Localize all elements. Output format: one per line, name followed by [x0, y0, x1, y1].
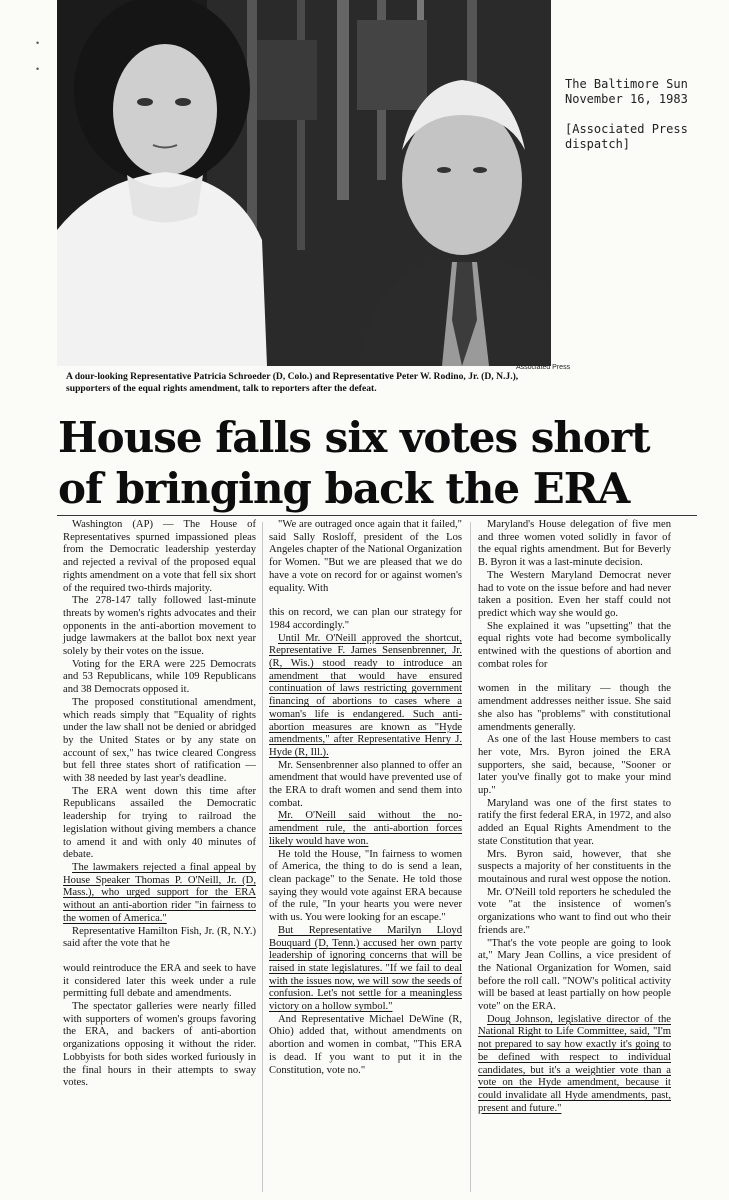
paragraph: He told the House, "In fairness to women of America, the thing to do is send a lean, clean package" to the Senate. He told those saying they would vote against ERA because of the rule, "In your hearts you were never with us. You were looking for an escape." — [269, 848, 462, 924]
paragraph: Voting for the ERA were 225 Democrats and 53 Republicans, while 109 Republicans and 38 Democrats opposed it. — [63, 658, 256, 696]
paragraph-underlined: Until Mr. O'Neill approved the shortcut, Representative F. James Sensenbrenner, Jr. (R, Wis.) stood ready to introduce an amendment that would have ensured continuation of laws restricting government financing of abortions to cases where a woman's life is endangered. Such anti-abortion measures are known as "Hyde amendments," after Representative Henry J. Hyde (R, Ill.). — [269, 632, 462, 758]
paragraph: "We are outraged once again that it failed," said Sally Rosloff, president of the Los Angeles chapter of the National Organization for Women. "But we are pleased that we do have a vote on record for or against women's equality. With — [269, 519, 462, 594]
paragraph-underlined: Doug Johnson, legislative director of the National Right to Life Committee, said, "I'm not prepared to say how exactly it's going to be defined with respect to individual candidates, but it's a weightier vote than a vote on the Hyde amendment, because it could invalidate all Hyde amendments, past, present and future." — [478, 1013, 671, 1114]
article-column-3 — [478, 519, 671, 1115]
photo-illustration — [57, 0, 551, 366]
photo-caption: A dour-looking Representative Patricia Schroeder (D, Colo.) and Representative Peter W. Rodino, Jr. (D, N.J.), supporters of the equal rights amendment, talk to reporters after the defeat. — [66, 371, 519, 394]
paragraph: Maryland was one of the first states to ratify the first federal ERA, in 1972, and also added an Equal Rights Amendment to the state Constitution that year. — [478, 797, 671, 847]
publication-date: November 16, 1983 — [565, 92, 688, 106]
dispatch-note-line2: dispatch] — [565, 137, 631, 151]
paragraph: Mr. O'Neill told reporters he scheduled the vote "at the insistence of women's organizations who want to find out who their friends are." — [478, 886, 671, 936]
publication-name: The Baltimore Sun — [565, 77, 688, 91]
paragraph-underlined: But Representative Marilyn Lloyd Bouquard (D, Tenn.) accused her own party leadership of ignoring concerns that will be raised in state legislatures. "If we fail to deal with the issues now, we will sow the seeds of confusion. Let's not settle for a meaningless victory on a hollow symbol." — [269, 924, 462, 1013]
source-annotation — [565, 77, 688, 152]
headline — [58, 412, 698, 514]
paragraph: The spectator galleries were nearly filled with supporters of women's groups favoring the ERA, and backers of anti-abortion organizations opposing it without the rider. Lobbyists for both sides worked furiously in the final hours in their attempts to sway votes. — [63, 1001, 256, 1089]
dispatch-note-line1: [Associated Press — [565, 122, 688, 136]
paragraph: The 278-147 tally followed last-minute threats by women's rights advocates and their opponents in the anti-abortion movement to judge lawmakers at the ballot box next year solely by their votes on the issue. — [63, 595, 256, 658]
paragraph: would reintroduce the ERA and seek to have it considered later this week under a rule permitting full debate and amendments. — [63, 962, 256, 1000]
paragraph: Mr. Sensenbrenner also planned to offer an amendment that would have prevented use of the ERA to draft women and send them into combat. — [269, 759, 462, 809]
paragraph: women in the military — though the amendment addresses neither issue. She said she also has "problems" with constitutional amendments generally. — [478, 683, 671, 733]
paragraph: The proposed constitutional amendment, which reads simply that "Equality of rights under the law shall not be denied or abridged by the United States or by any state on account of sex," has twice cleared Congress but fell three states short of ratification — with 38 needed by last year's deadline. — [63, 696, 256, 785]
paragraph: She explained it was "upsetting" that the equal rights vote had become symbolically entwined with the questions of abortion and combat roles for — [478, 620, 671, 670]
article-column-2 — [269, 519, 462, 1077]
paragraph: this on record, we can plan our strategy for 1984 accordingly." — [269, 607, 462, 631]
margin-mark: • — [36, 64, 40, 74]
headline-divider — [57, 515, 697, 516]
paragraph: As one of the last House members to cast her vote, Mrs. Byron joined the ERA supporters, she said, because, "Sooner or later you've finally got to make your mind up." — [478, 734, 671, 797]
column-divider — [262, 522, 263, 1192]
article-column-1 — [63, 519, 256, 1090]
margin-mark: • — [36, 38, 40, 48]
paragraph: "That's the vote people are going to look at," Mary Jean Collins, a vice president of the National Organization for Women, said before the roll call. "NOW's political activity will be based at least partially on how people vote" on the ERA. — [478, 937, 671, 1013]
paragraph-underlined: Mr. O'Neill said without the no-amendment rule, the anti-abortion forces likely would have won. — [269, 810, 462, 847]
news-photo — [57, 0, 551, 366]
paragraph: Representative Hamilton Fish, Jr. (R, N.Y.) said after the vote that he — [63, 925, 256, 950]
paragraph: Maryland's House delegation of five men and three women voted solidly in favor of the equal rights amendment. But for Beverly B. Byron it was a last-minute decision. — [478, 519, 671, 569]
photo-credit: Associated Press — [516, 364, 571, 371]
paragraph: The ERA went down this time after Republicans assailed the Democratic leadership for trying to railroad the legislation without giving members a chance to amend it and with only 40 minutes of debate. — [63, 785, 256, 861]
paragraph: Washington (AP) — The House of Representatives spurned impassioned pleas from the Democratic leadership yesterday and rejected a revival of the proposed equal rights amendment on a vote that fell six short of the required two-thirds majority. — [63, 519, 256, 594]
paragraph: And Representative Michael DeWine (R, Ohio) added that, without amendments on abortion and women in combat, "This ERA is dead. If you want to put it in the Constitution, vote no." — [269, 1013, 462, 1076]
paragraph: The Western Maryland Democrat never had to vote on the issue before and had never taken a position. Even her staff could not predict which way she would go. — [478, 569, 671, 619]
column-divider — [470, 522, 471, 1192]
headline-line-2: of bringing back the ERA — [58, 464, 630, 513]
paragraph-underlined: The lawmakers rejected a final appeal by House Speaker Thomas P. O'Neill, Jr. (D, Mass.), who urged support for the ERA without an anti-abortion rider "in fairness to the women of America." — [63, 861, 256, 924]
paragraph: Mrs. Byron said, however, that she suspects a majority of her constituents in the moutainous and rural west oppose the notion. — [478, 848, 671, 885]
headline-line-1: House falls six votes short — [58, 413, 650, 462]
